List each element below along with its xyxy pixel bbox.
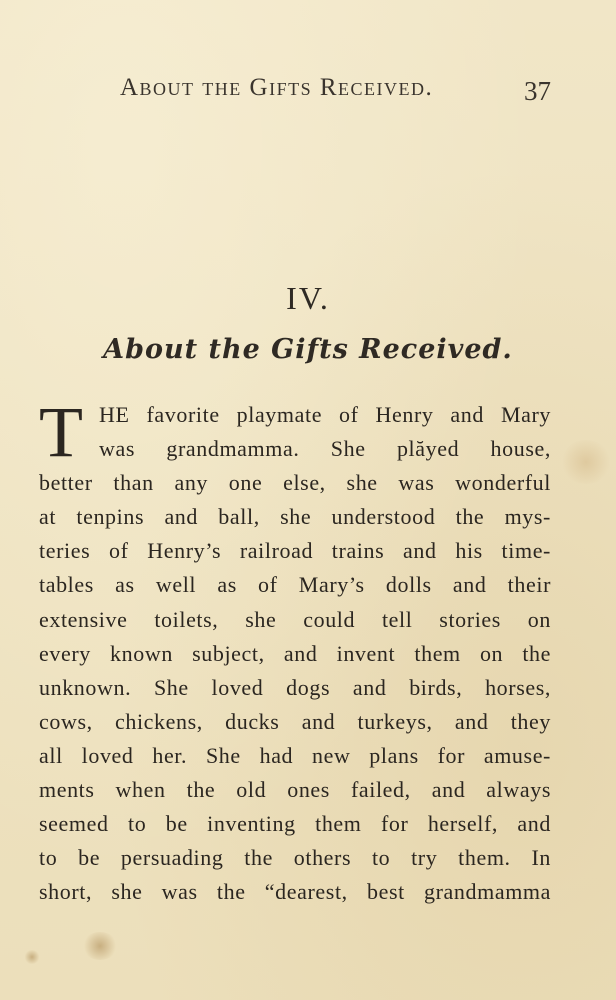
text-line: all loved her. She had new plans for amuse- — [39, 742, 551, 768]
text-line: short, she was the “dearest, best grandmamma — [39, 879, 551, 905]
text-line: was grandmamma. She plăyed house, — [99, 436, 551, 462]
paper-stain — [560, 440, 612, 484]
chapter-title: About the Gifts Received. — [103, 334, 513, 365]
paper-stain — [82, 932, 118, 960]
text-line: better than any one else, she was wonderful — [39, 470, 551, 496]
drop-cap: T — [39, 392, 83, 472]
page-number: 37 — [524, 76, 551, 106]
paper-stain — [24, 950, 40, 964]
body-paragraph — [39, 392, 551, 909]
text-line: seemed to be inventing them for herself, and — [39, 811, 551, 837]
text-line: ments when the old ones failed, and always — [39, 777, 551, 803]
running-head: About the Gifts Received. — [120, 74, 434, 101]
text-line: tables as well as of Mary’s dolls and their — [39, 572, 551, 598]
text-line: teries of Henry’s railroad trains and his time- — [39, 538, 551, 564]
text-line: at tenpins and ball, she understood the mys- — [39, 504, 551, 530]
text-line: unknown. She loved dogs and birds, horses, — [39, 674, 551, 700]
text-line: every known subject, and invent them on the — [39, 640, 551, 666]
text-line: HE favorite playmate of Henry and Mary — [99, 402, 551, 427]
text-line: cows, chickens, ducks and turkeys, and they — [39, 708, 551, 734]
text-line: extensive toilets, she could tell stories on — [39, 606, 551, 632]
chapter-number: IV. — [286, 280, 330, 316]
text-line: to be persuading the others to try them. In — [39, 845, 551, 871]
